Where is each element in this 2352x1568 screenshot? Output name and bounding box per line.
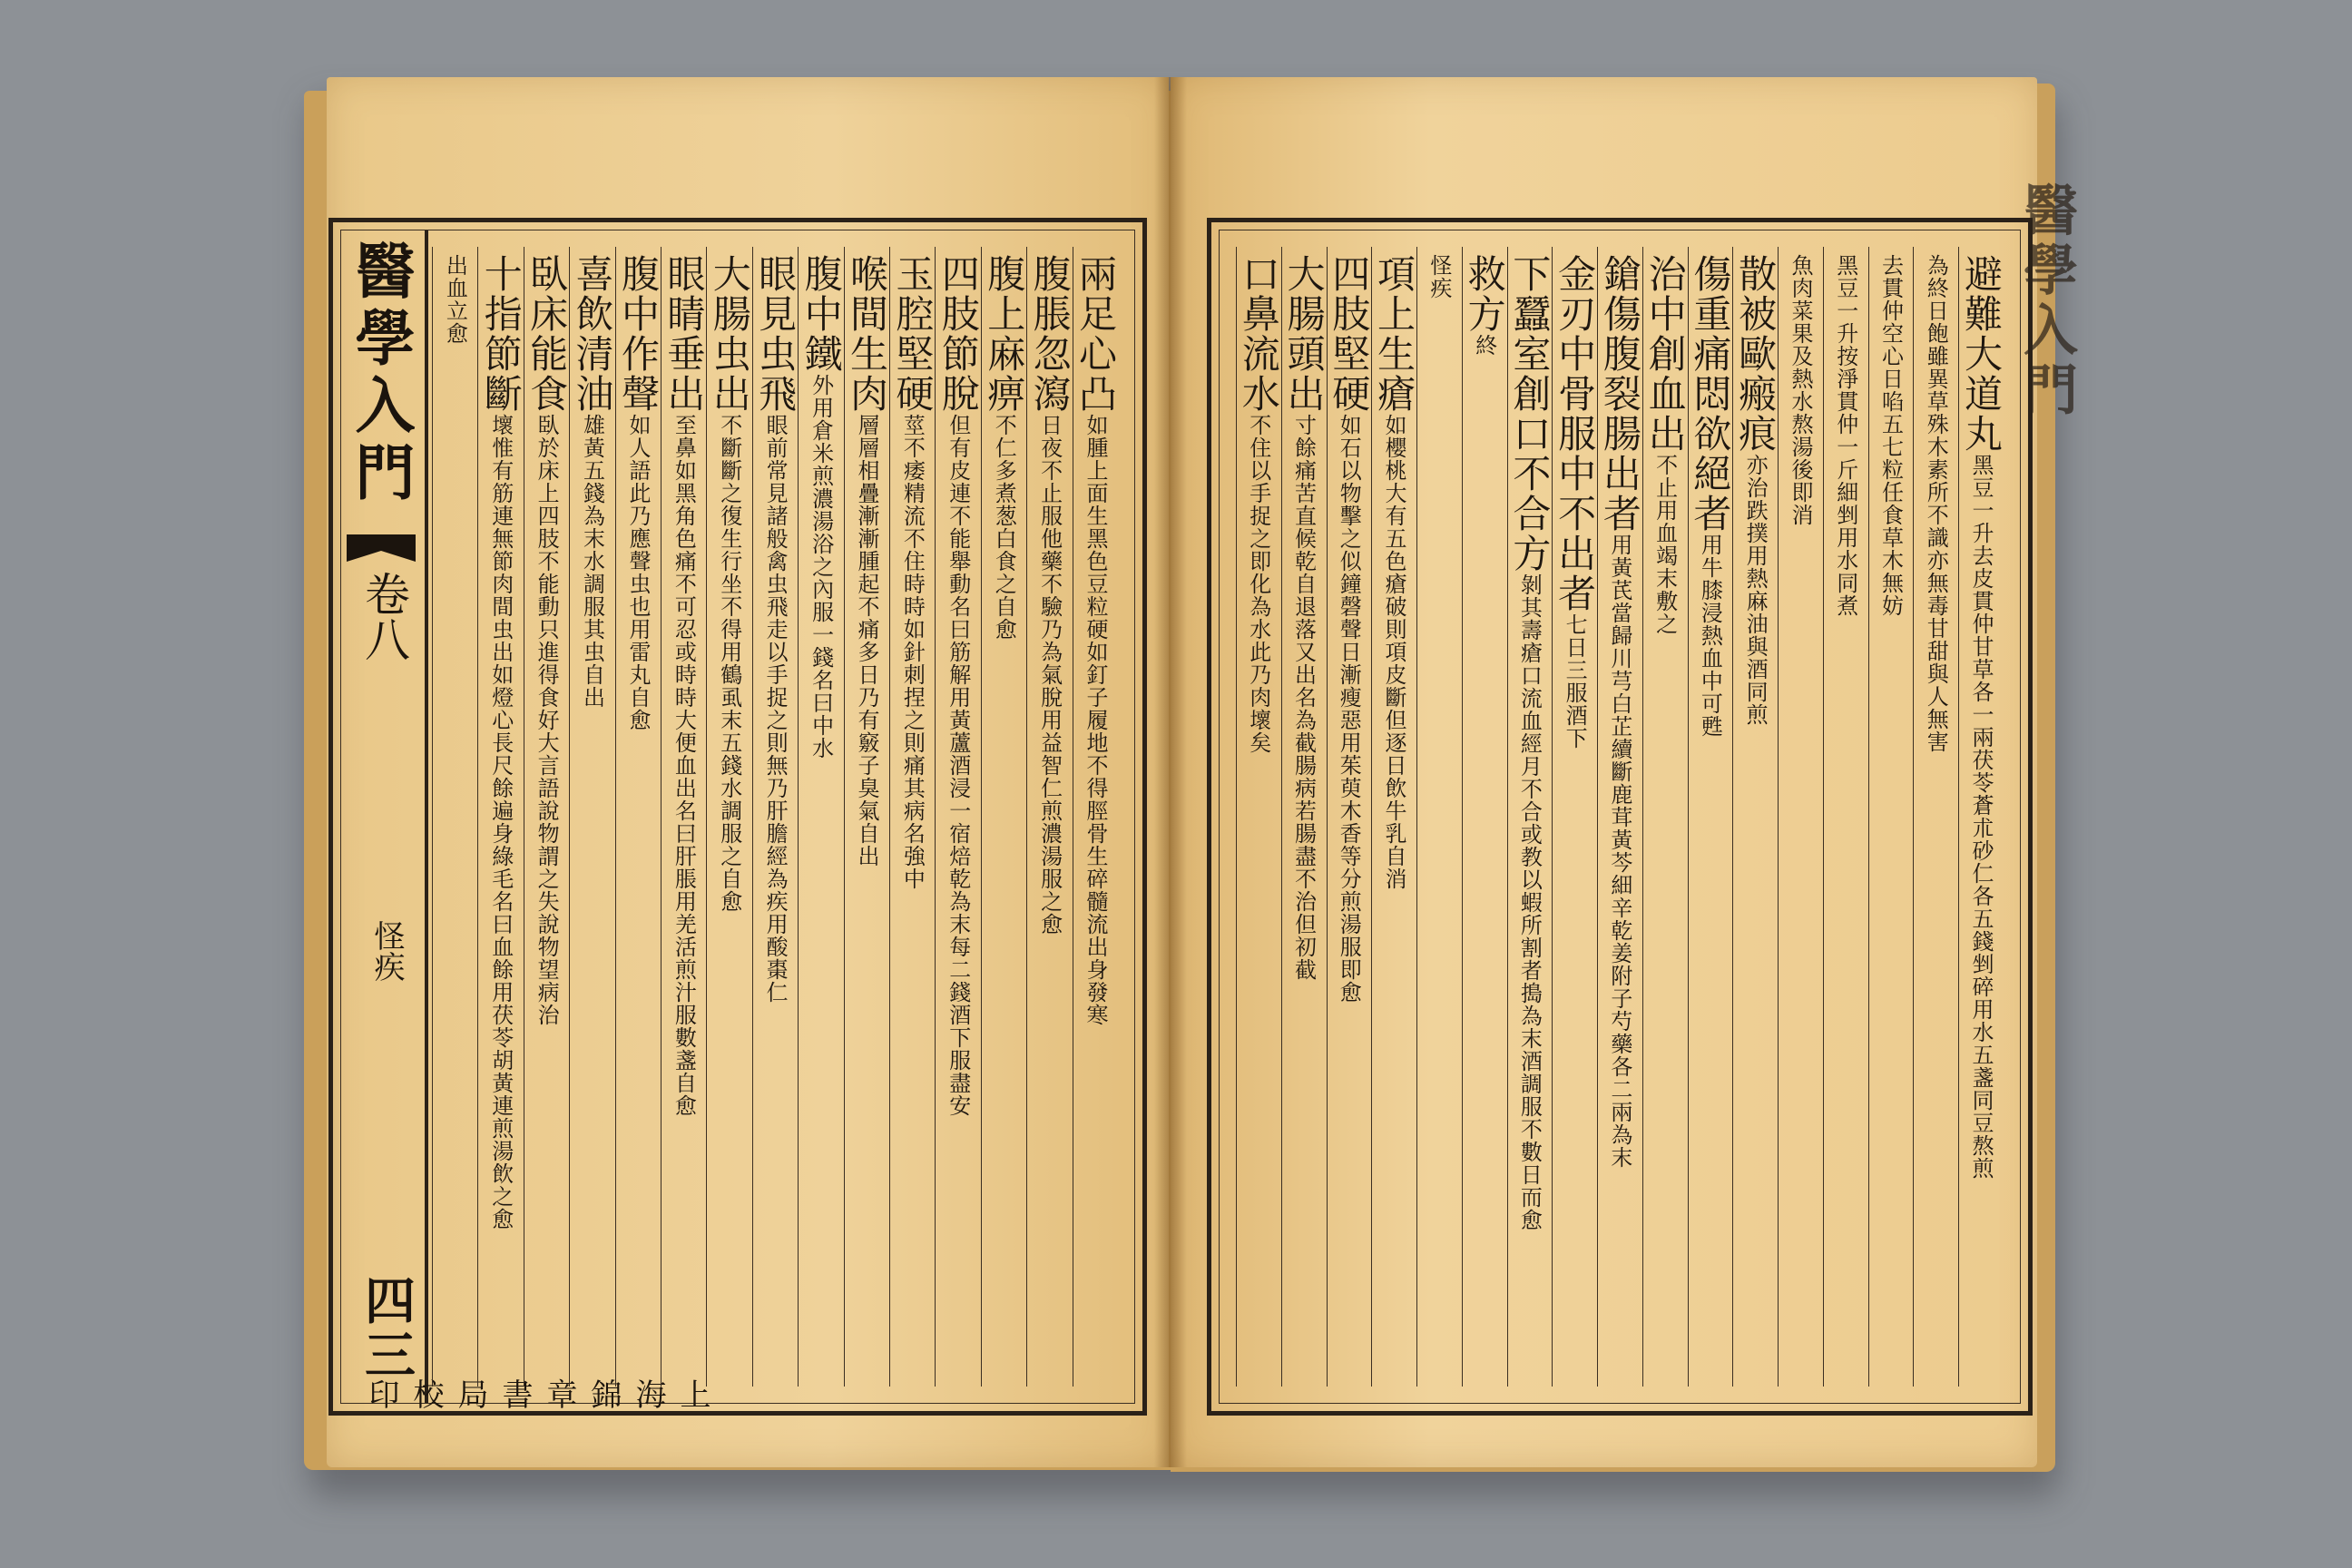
column-annotation: 去貫仲空心日啗五七粒任食草木無妨 [1877,254,1904,617]
press-imprint: 上海錦章書局校印 [363,1378,710,1411]
column-heading: 腹上麻痹 [982,254,1027,414]
column-annotation: 外用倉米煎濃湯浴之內服一錢名曰中水 [808,374,834,760]
column-annotation: 日夜不止服他藥不驗乃為氣脫用益智仁煎濃湯服之愈 [1036,414,1063,936]
column-heading: 眼見虫飛 [753,254,799,414]
column-annotation: 黑豆一升按淨貫仲一斤細剉用水同煮 [1832,254,1858,617]
column-heading: 大腸虫出 [707,254,752,414]
text-column [1823,247,1868,1387]
text-column [1597,247,1642,1387]
column-heading: 十指節斷 [478,254,524,414]
text-column [1371,247,1416,1387]
column-annotation: 臥於床上四肢不能動只進得食好大言語說物謂之失說物望病治 [534,414,560,1026]
column-heading: 喉間生肉 [844,254,889,414]
text-column [935,247,980,1387]
section-label: 怪疾 [368,920,405,982]
column-heading: 鎗傷腹裂腸出者 [1597,254,1642,534]
text-column [1281,247,1327,1387]
text-column [1073,247,1118,1387]
column-annotation: 不斷斷之復生行坐不得用鶴虱末五錢水調服之自愈 [716,414,742,913]
column-annotation: 雄黃五錢為末水調服其虫自出 [579,414,605,709]
column-heading: 散被歐瘢痕 [1733,254,1779,454]
right-running-head: 醫學入門 [2014,181,2078,421]
text-column [1026,247,1072,1387]
left-columns [432,247,1118,1387]
column-heading: 金刃中骨服中不出者 [1553,254,1598,613]
column-heading: 腹中鐵 [799,254,844,374]
column-annotation: 為終日飽雖異草殊木素所不識亦無毒甘甜與人無害 [1923,254,1949,753]
text-column [477,247,523,1387]
text-column [1327,247,1372,1387]
text-column [569,247,614,1387]
column-heading: 傷重痛悶欲絕者 [1688,254,1733,534]
column-annotation: 不止用血竭末敷之 [1651,454,1678,635]
text-column [1416,247,1462,1387]
right-text-frame [1207,218,2033,1416]
column-annotation: 用牛膝浸熱血中可甦 [1697,534,1723,738]
column-annotation: 黑豆一升去皮貫仲甘草各一兩茯苓蒼朮砂仁各五錢剉碎用水五盞同豆熬煎 [1968,454,1994,1180]
text-column [1507,247,1553,1387]
book-gutter [1154,77,1187,1467]
text-column [844,247,889,1387]
book-title: 醫學入門 [345,240,416,508]
left-text-frame [328,218,1147,1416]
column-annotation: 怪疾 [1426,254,1452,299]
column-heading: 玉腔堅硬 [890,254,936,414]
column-annotation: 寸餘痛苦直候乾自退落又出名為截腸病若腸盡不治但初截 [1290,414,1317,981]
text-column [798,247,843,1387]
text-column [1642,247,1688,1387]
text-column [1913,247,1958,1387]
text-column [432,247,477,1387]
left-inner-border [340,230,1135,1411]
column-heading: 大腸頭出 [1281,254,1327,414]
right-inner-border [1219,230,2021,1404]
column-annotation: 層層相疊漸漸腫起不痛多日乃有竅子臭氣自出 [853,414,879,867]
column-heading: 四肢堅硬 [1327,254,1372,414]
column-heading: 項上生瘡 [1372,254,1417,414]
column-heading: 臥床能食 [524,254,570,414]
column-annotation: 亦治跌撲用熱麻油與酒同煎 [1742,454,1769,726]
column-annotation: 剝其壽瘡口流血經月不合或教以蝦所割者搗為末酒調服不數日而愈 [1516,573,1543,1231]
text-column [1958,247,2004,1387]
column-heading: 救方 [1462,254,1507,334]
text-column [1778,247,1823,1387]
column-annotation: 出血立愈 [442,254,468,345]
text-column [981,247,1026,1387]
column-annotation: 如腫上面生黑色豆粒硬如釘子履地不得脛骨生碎髓流出身發寒 [1083,414,1108,1026]
column-heading: 眼睛垂出 [662,254,707,414]
column-heading: 喜飲清油 [570,254,615,414]
column-heading: 兩足心凸 [1073,254,1118,414]
column-annotation: 至鼻如黑角色痛不可忍或時時大便血出名曰肝脹用羌活煎汁服數盞自愈 [671,414,697,1117]
column-annotation: 用黃芪當歸川芎白芷續斷鹿茸黃芩細辛乾姜附子芍藥各二兩為末 [1606,534,1632,1169]
column-heading: 下蠶室創口不合方 [1507,254,1553,573]
column-annotation: 如石以物擊之似鐘磬聲日漸瘦惡用茱萸木香等分煎湯服即愈 [1336,414,1362,1004]
column-annotation: 眼前常見諸般禽虫飛走以手捉之則無乃肝膽經為疾用酸棗仁 [762,414,789,1004]
text-column [1688,247,1733,1387]
column-annotation: 不住以手捉之即化為水此乃肉壞矣 [1245,414,1271,754]
column-heading: 治中創血出 [1642,254,1688,454]
text-column [615,247,661,1387]
column-heading: 腹脹忽瀉 [1027,254,1073,414]
column-heading: 腹中作聲 [615,254,661,414]
text-column [524,247,569,1387]
column-annotation: 莖不痿精流不住時時如針刺捏之則痛其病名強中 [899,414,926,890]
text-column [1732,247,1778,1387]
column-annotation: 但有皮連不能舉動名曰筋解用黃蘆酒浸一宿焙乾為末每二錢酒下服盡安 [945,414,971,1117]
column-heading: 四肢節脫 [936,254,981,414]
text-column [1236,247,1281,1387]
text-column [889,247,935,1387]
column-annotation: 壞惟有筋連無節肉間虫出如燈心長尺餘遍身綠毛名曰血餘用茯苓胡黃連煎湯飲之愈 [487,414,514,1230]
text-column [706,247,751,1387]
column-heading: 避難大道丸 [1959,254,2004,454]
column-heading: 口鼻流水 [1236,254,1281,414]
volume-label: 卷八 [358,571,410,662]
text-column [661,247,706,1387]
right-columns [1236,247,2004,1387]
text-column [1462,247,1507,1387]
column-annotation: 魚肉菜果及熱水熬湯後即消 [1787,254,1813,526]
text-column [752,247,798,1387]
column-annotation: 七日三服酒下 [1562,613,1588,750]
column-annotation: 不仁多煮葱白食之自愈 [991,414,1017,641]
column-annotation: 如櫻桃大有五色瘡破則項皮斷但逐日飲牛乳自消 [1381,414,1407,890]
text-column [1552,247,1597,1387]
fish-tail-mark [347,534,416,562]
text-column [1868,247,1914,1387]
column-annotation: 如人語此乃應聲虫也用雷丸自愈 [624,414,651,731]
column-annotation: 終 [1471,334,1497,357]
page-number: 四三 [357,1274,416,1383]
